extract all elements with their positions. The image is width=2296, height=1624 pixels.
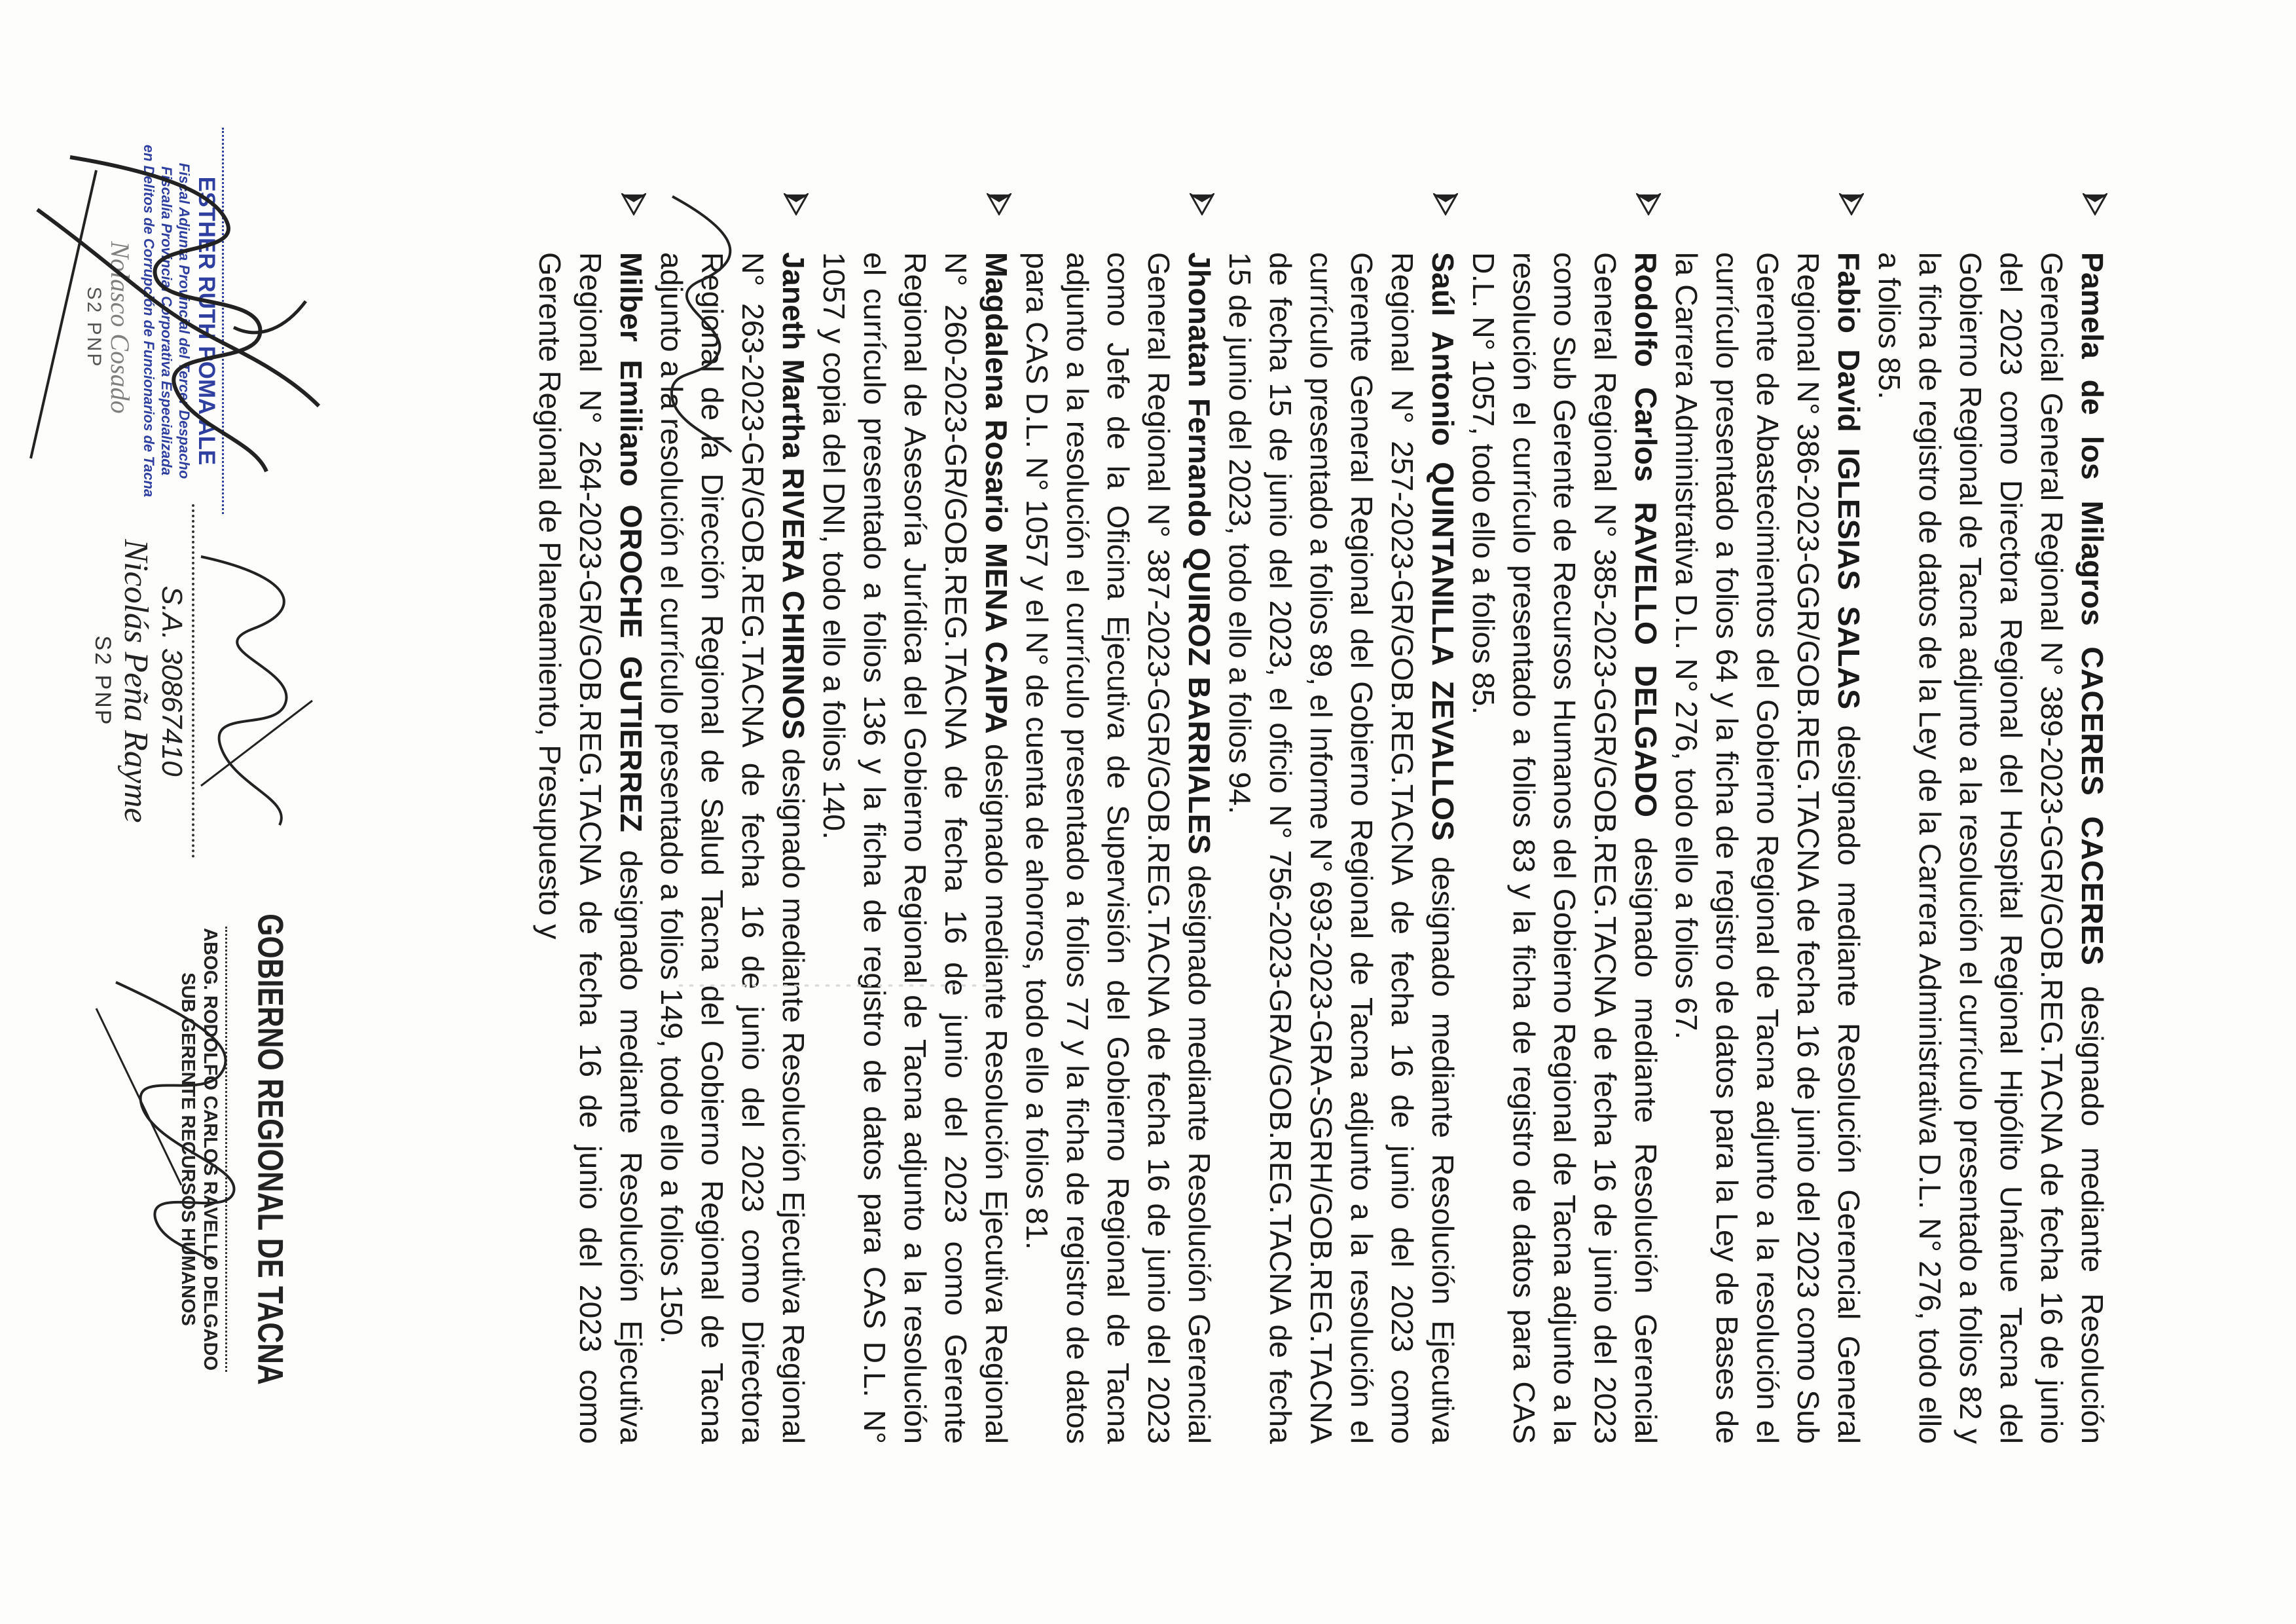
person-name: Jhonatan Fernando QUIROZ BARRIALES (1182, 252, 1216, 855)
stamp-signer-name: Nolasco Cosado (105, 241, 135, 414)
stamp-id: S.A. 30867410 (156, 585, 188, 777)
stamp-title: GOBIERNO REGIONAL DE TACNA (250, 913, 291, 1385)
list-item (1017, 167, 1220, 1444)
list-item (814, 167, 1017, 1444)
stamp-rank: S2 PNP (90, 635, 115, 727)
person-name: Magdalena Rosario MENA CAIPA (979, 252, 1013, 734)
list-item (1463, 167, 1666, 1444)
arrow-bullet-icon (1184, 193, 1214, 223)
arrow-bullet-icon (981, 193, 1011, 223)
entry-text: designado mediante Resolución Gerencial General Regional N° 389-2023-GGR/GOB.REG.TACNA de fecha 16 de junio del 2023 como Directora Regional del Hospital Regional Hipólito Unánue Tacna del Gobierno Regional de Tacna adjunto a la resolución el currículo presentado a folios 82 y la ficha de registro de datos de la Ley de la Carrera Administrativa D.L. N° 276, todo ello a folios 85. (1872, 252, 2109, 1444)
list-item (530, 167, 651, 1444)
person-name: Pamela de los Milagros CACERES CACERES (2075, 252, 2109, 965)
arrow-bullet-icon (2077, 193, 2107, 223)
stamp-role-line: Fiscal Adjunta Provincial del Tercer Despacho (176, 162, 192, 479)
stamp-role-line: en Delitos de Corrupción de Funcionarios de Tacna (141, 144, 157, 498)
stamp-signer-name: ABOG. RODOLFO CARLOS RAVELLO DELGADO (200, 927, 221, 1371)
entry-text: designado mediante Resolución Ejecutiva Regional N° 263-2023-GR/GOB.REG.TACNA de fecha 16 de junio del 2023 como Directora Regional de la Dirección Regional de Salud Tacna del Gobierno Regional de Tacna adjunto a la resolución el currículo presentado a folios 149, todo ello a folios 150. (655, 252, 811, 1444)
person-name: Janeth Martha RIVERA CHIRINOS (776, 252, 811, 740)
list-item (1220, 167, 1463, 1444)
signature-ravello (83, 969, 280, 1270)
stamp-rank: S2 PNP (83, 286, 105, 369)
person-name: Fabio David IGLESIAS SALAS (1832, 252, 1866, 710)
stamp-role-line: Fiscalía Provincial Corporativa Especializada (158, 166, 175, 475)
scan-artifact (672, 982, 987, 989)
entry-text: designado mediante Resolución Ejecutiva Regional N° 264-2023-GR/GOB.REG.TACNA de fecha 16 de junio del 2023 como Gerente Regional de Planeamiento, Presupuesto y (533, 252, 648, 1444)
signature-pena (175, 537, 332, 838)
arrow-bullet-icon (1631, 193, 1661, 223)
entry-text: designado mediante Resolución Ejecutiva Regional N° 260-2023-GR/GOB.REG.TACNA de fecha 16 de junio del 2023 como Gerente Regional de Asesoría Jurídica del Gobierno Regional de Tacna adjunto a la resolución el currículo presentado a folios 136 y la ficha de registro de datos para CAS D.L. N° 1057 y copia del DNI, todo ello a folios 140. (817, 252, 1013, 1444)
stamp-signer-name: Nicolás Peña Rayme (117, 539, 155, 823)
entry-text: designado mediante Resolución Gerencial General Regional N° 386-2023-GGR/GOB.REG.TACNA de fecha 16 de junio del 2023 como Sub Gerente de Abastecimientos del Gobierno Regional de Tacna adjunto a la resolución el currículo presentado a folios 64 y la ficha de registro de datos para la Ley de Bases de la Carrera Administrativa D.L. N° 276, todo ello a folios 67. (1669, 252, 1866, 1444)
entry-text: designado mediante Resolución Ejecutiva Regional N° 257-2023-GR/GOB.REG.TACNA de fecha 16 de junio del 2023 como Gerente General Regional del Gobierno Regional de Tacna adjunto a la resolución el currículo presentado a folios 89, el Informe N° 693-2023-GRA-SGRH/GOB.REG.TACNA de fecha 15 de junio del 2023, el oficio N° 756-2023-GRA/GOB.REG.TACNA de fecha 15 de junio del 2023, todo ello a folios 94. (1223, 252, 1460, 1444)
stamp-signer-name: ESTHER RUTH POMA ALE (193, 128, 224, 514)
person-name: Saúl Antonio QUINTANILLA ZEVALLOS (1426, 252, 1460, 841)
arrow-bullet-icon (778, 193, 809, 223)
list-item (1666, 167, 1869, 1444)
arrow-bullet-icon (1834, 193, 1864, 223)
person-name: Rodolfo Carlos RAVELLO DELGADO (1629, 252, 1663, 818)
entry-text: designado mediante Resolución Gerencial General Regional N° 385-2023-GGR/GOB.REG.TACNA de fecha 16 de junio del 2023 como Sub Gerente de Recursos Humanos del Gobierno Regional de Tacna adjunto a la resolución el currículo presentado a folios 83 y la ficha de registro de datos para CAS D.L. N° 1057, todo ello a folios 85. (1467, 252, 1663, 1444)
stamp-signer-role: SUB GERENTE RECURSOS HUMANOS (177, 972, 198, 1326)
signature-esther (640, 183, 771, 458)
signature-large (18, 131, 345, 511)
arrow-bullet-icon (1428, 193, 1458, 223)
list-item (1869, 167, 2113, 1444)
person-name: Milber Emiliano OROCHE GUTIERREZ (614, 252, 648, 832)
entry-text: designado mediante Resolución Gerencial General Regional N° 387-2023-GGR/GOB.REG.TACNA de fecha 16 de junio del 2023 como Jefe de la Oficina Ejecutiva de Supervisión del Gobierno Regional de Tacna adjunto a la resolución el currículo presentado a folios 77 y la ficha de registro de datos para CAS D.L. N° 1057 y el N° de cuenta de ahorros, todo ello a folios 81. (1020, 252, 1216, 1444)
